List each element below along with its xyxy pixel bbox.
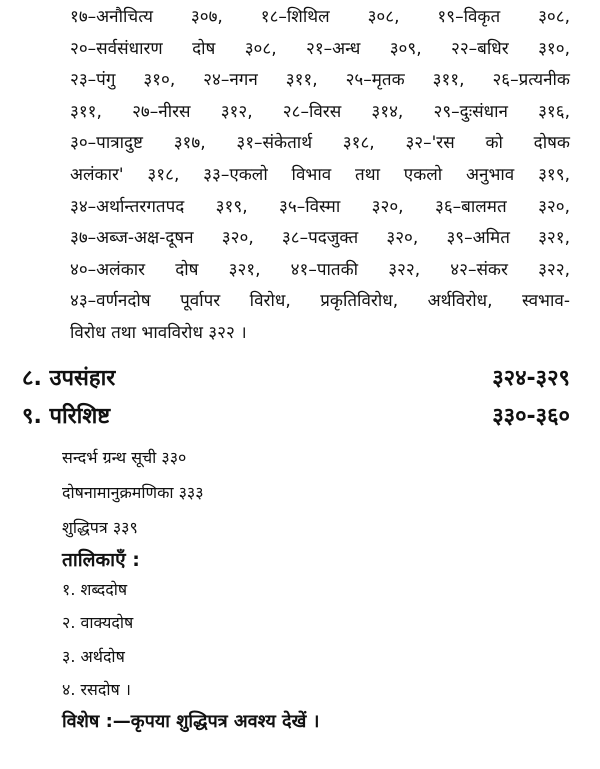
appendix-item-errata: शुद्धिपत्र ३३९ bbox=[62, 518, 138, 537]
text-line: २०–सर्वसंधारण दोष ३०८, २१–अन्ध ३०९, २२–बधिर ३१०, bbox=[70, 38, 570, 59]
chapter-9-pages: ३३०-३६० bbox=[492, 404, 570, 429]
text-line: ३११, २७–नीरस ३१२, २८–विरस ३१४, २९–दुःसंधान ३१६, bbox=[70, 101, 570, 122]
chapter-8-pages: ३२४-३२९ bbox=[492, 366, 570, 391]
table-item: ३. अर्थदोष bbox=[62, 647, 125, 666]
text-line: ४०–अलंकार दोष ३२१, ४१–पातकी ३२२, ४२–संकर ३२२, bbox=[70, 259, 570, 280]
special-note: विशेष :—कृपया शुद्धिपत्र अवश्य देखें । bbox=[62, 711, 320, 732]
table-item: २. वाक्यदोष bbox=[62, 613, 134, 632]
table-item: १. शब्ददोष bbox=[62, 580, 128, 599]
chapter-9-entry bbox=[22, 400, 570, 430]
text-line: १७–अनौचित्य ३०७, १८–शिथिल ३०८, १९–विकृत ३०८, bbox=[70, 7, 570, 27]
text-line: अलंकार' ३१८, ३३–एकलो विभाव तथा एकलो अनुभाव ३१९, bbox=[70, 164, 570, 185]
appendix-item-index: दोषनामानुक्रमणिका ३३३ bbox=[62, 483, 204, 502]
table-item: ४. रसदोष । bbox=[62, 680, 131, 699]
text-line: ३०–पात्रादुष्ट ३१७, ३१–संकेतार्थ ३१८, ३२–'रस को दोषक bbox=[70, 133, 570, 154]
chapter-8-entry bbox=[22, 362, 570, 392]
defect-list-paragraph bbox=[70, 2, 570, 350]
text-line: ३७–अब्ज-अक्ष-दूषन ३२०, ३८–पदजुक्त ३२०, ३९–अमित ३२१, bbox=[70, 228, 570, 249]
text-line: २३–पंगु ३१०, २४–नगन ३११, २५–मृतक ३११, २६–प्रत्यनीक bbox=[70, 70, 570, 91]
text-line: ३४–अर्थान्तरगतपद ३१९, ३५–विस्मा ३२०, ३६–बालमत ३२०, bbox=[70, 196, 570, 217]
appendix-item-bibliography: सन्दर्भ ग्रन्थ सूची ३३० bbox=[62, 448, 187, 467]
tables-heading: तालिकाएँ : bbox=[62, 549, 140, 571]
chapter-9-title: ९. परिशिष्ट bbox=[22, 404, 111, 429]
text-line: ४३–वर्णनदोष पूर्वापर विरोध, प्रकृतिविरोध, अर्थविरोध, स्वभाव- bbox=[70, 291, 570, 312]
text-line: विरोध तथा भावविरोध ३२२ । bbox=[70, 322, 247, 343]
chapter-8-title: ८. उपसंहार bbox=[22, 366, 116, 391]
